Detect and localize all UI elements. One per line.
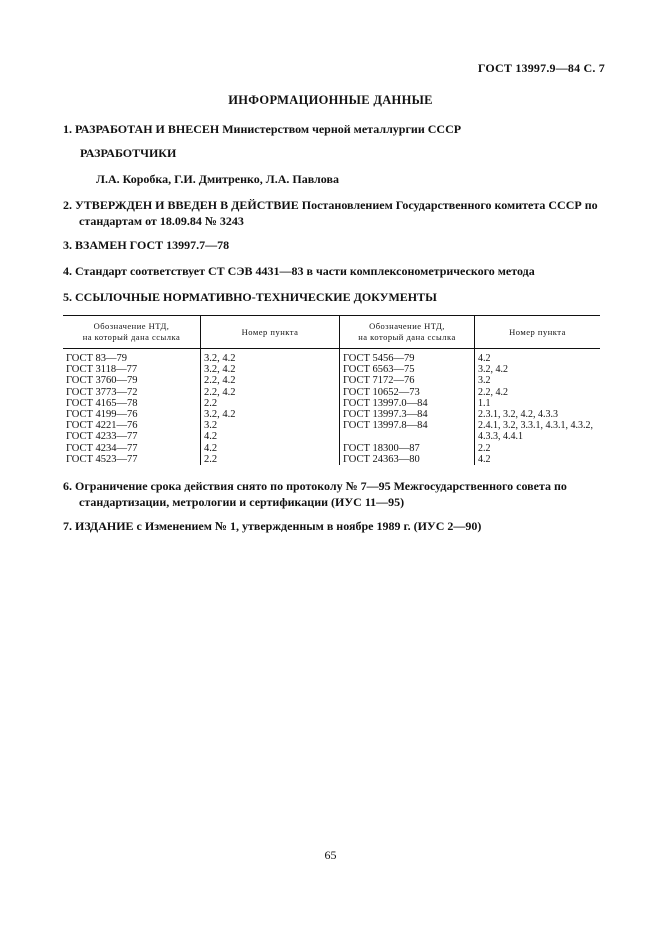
header-clause: Номер пункта [201,316,340,349]
item-7 [63,518,603,534]
header-designation: Обозначение НТД, на который дана ссылка [340,316,475,349]
page-number: 65 [324,848,337,862]
clause-column-right: 4.2 3.2, 4.2 3.2 2.2, 4.2 1.1 2.3.1, 3.2, 4.2, 4.3.3 2.4.1, 3.2, 3.3.1, 4.3.1, 4.3.2, 4.3.3, 4.4.1 2.2 4.2 [475,349,601,466]
table-row [63,349,600,466]
developers-label: РАЗРАБОТЧИКИ [80,146,177,160]
item-1 [63,121,603,137]
item-number: 7. [63,519,72,533]
item-number: 5. [63,290,72,304]
clause-column-left: 3.2, 4.2 3.2, 4.2 2.2, 4.2 2.2, 4.2 2.2 3.2, 4.2 3.2 4.2 4.2 2.2 [201,349,340,466]
item-3 [63,237,603,253]
designation-column-left: ГОСТ 83—79 ГОСТ 3118—77 ГОСТ 3760—79 ГОСТ 3773—72 ГОСТ 4165—78 ГОСТ 4199—76 ГОСТ 4221—76 ГОСТ 4233—77 ГОСТ 4234—77 ГОСТ 4523—77 [66,353,138,465]
header-clause: Номер пункта [475,316,601,349]
item-6 [63,478,619,510]
item-7-text: с Изменением № 1, утвержденным в ноябре 1989 г. (ИУС 2—90) [136,519,482,533]
developers-names: Л.А. Коробка, Г.И. Дмитренко, Л.А. Павлова [96,172,339,186]
item-4-text: Стандарт соответствует СТ СЭВ 4431—83 в части комплексонометрического метода [75,264,535,278]
item-5 [63,289,603,305]
item-6-text: Ограничение срока действия снято по протоколу № 7—95 Межгосударственного совета по стандартизации, метрологии и сертификации (ИУС 11—95) [75,479,567,509]
item-4 [63,263,603,279]
table-header-row [63,316,600,349]
item-1-bold: РАЗРАБОТАН И ВНЕСЕН [75,122,220,136]
item-2-text: Постановлением Государственного комитета СССР по стандартам от 18.09.84 № 3243 [79,198,598,228]
item-1-text: Министерством черной металлургии СССР [222,122,462,136]
item-2-bold: УТВЕРЖДЕН И ВВЕДЕН В ДЕЙСТВИЕ [75,198,299,212]
references-table [63,315,600,465]
item-number: 1. [63,122,72,136]
item-number: 4. [63,264,72,278]
item-2 [63,197,619,229]
item-number: 3. [63,238,72,252]
item-number: 2. [63,198,72,212]
item-5-text: ССЫЛОЧНЫЕ НОРМАТИВНО-ТЕХНИЧЕСКИЕ ДОКУМЕНТЫ [75,290,437,304]
item-7-bold: ИЗДАНИЕ [75,519,134,533]
document-header: ГОСТ 13997.9—84 С. 7 [477,61,605,75]
section-title: ИНФОРМАЦИОННЫЕ ДАННЫЕ [228,93,433,107]
item-number: 6. [63,479,72,493]
header-designation: Обозначение НТД, на который дана ссылка [63,316,201,349]
designation-column-right: ГОСТ 5456—79 ГОСТ 6563—75 ГОСТ 7172—76 ГОСТ 10652—73 ГОСТ 13997.0—84 ГОСТ 13997.3—84 ГОСТ 13997.8—84 ГОСТ 18300—87 ГОСТ 24363—80 [340,349,475,466]
item-3-text: ВЗАМЕН ГОСТ 13997.7—78 [75,238,230,252]
